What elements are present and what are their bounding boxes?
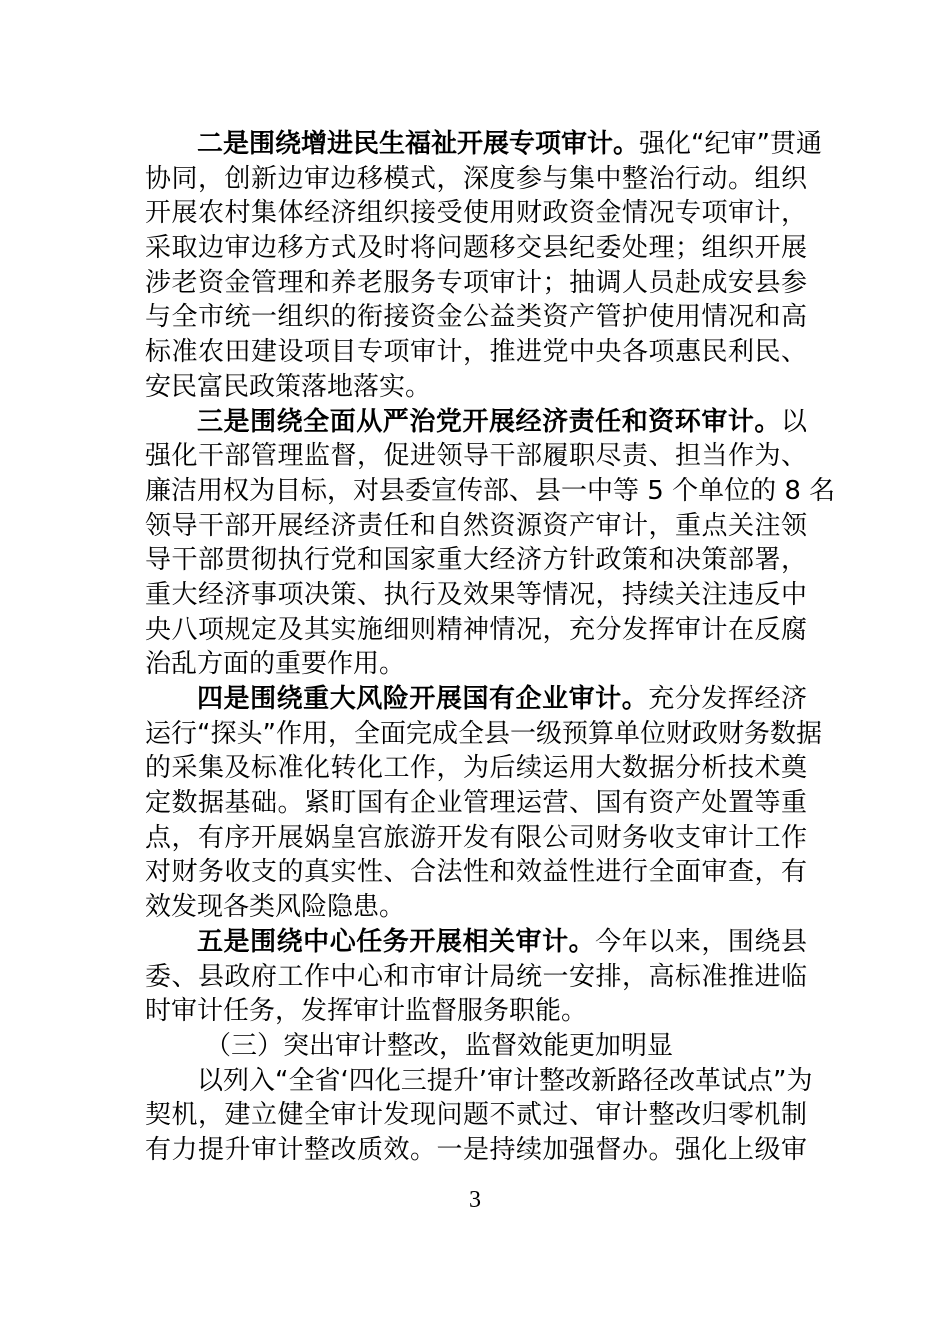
paragraph-line: 廉洁用权为目标，对县委宣传部、县一中等 5 个单位的 8 名 [145, 475, 836, 506]
paragraph-line: 导干部贯彻执行党和国家重大经济方针政策和决策部署， [145, 545, 807, 576]
paragraph-line: 以列入“全省‘四化三提升’审计整改新路径改革试点”为 [197, 1065, 813, 1096]
paragraph-line: 标准农田建设项目专项审计，推进党中央各项惠民利民、 [145, 337, 807, 368]
paragraph-line: 领导干部开展经济责任和自然资源资产审计，重点关注领 [145, 510, 807, 541]
paragraph-line: 开展农村集体经济组织接受使用财政资金情况专项审计， [145, 198, 807, 229]
paragraph-line: 点，有序开展娲皇宫旅游开发有限公司财务收支审计工作 [145, 822, 807, 853]
paragraph-line: 运行“探头”作用，全面完成全县一级预算单位财政财务数据 [145, 718, 822, 749]
paragraph-line: 定数据基础。紧盯国有企业管理运营、国有资产处置等重 [145, 788, 807, 819]
paragraph-line: 契机，建立健全审计发现问题不贰过、审计整改归零机制 [145, 1100, 807, 1131]
paragraph-line: 采取边审边移方式及时将问题移交县纪委处理；组织开展 [145, 233, 807, 264]
paragraph-line: 四是围绕重大风险开展国有企业审计。充分发挥经济 [197, 684, 807, 714]
paragraph-line: 强化干部管理监督，促进领导干部履职尽责、担当作为、 [145, 441, 807, 472]
paragraph-line: 二是围绕增进民生福祉开展专项审计。强化“纪审”贯通 [197, 129, 822, 159]
paragraph-line: 涉老资金管理和养老服务专项审计；抽调人员赴成安县参 [145, 267, 807, 298]
paragraph-line: 的采集及标准化转化工作，为后续运用大数据分析技术奠 [145, 753, 807, 784]
paragraph-line: 治乱方面的重要作用。 [145, 649, 406, 680]
paragraph-line: 安民富民政策落地落实。 [145, 371, 432, 402]
paragraph-line: 与全市统一组织的衔接资金公益类资产管护使用情况和高 [145, 302, 807, 333]
paragraph-lead: 二是围绕增进民生福祉开展专项审计。 [197, 129, 640, 159]
paragraph-line: 重大经济事项决策、执行及效果等情况，持续关注违反中 [145, 579, 807, 610]
paragraph-line: 对财务收支的真实性、合法性和效益性进行全面审查，有 [145, 857, 807, 888]
paragraph-lead: 四是围绕重大风险开展国有企业审计。 [197, 684, 649, 714]
paragraph-lead: 五是围绕中心任务开展相关审计。 [197, 926, 596, 957]
paragraph-lead: 三是围绕全面从严治党开展经济责任和资环审计。 [197, 406, 781, 437]
paragraph-line: 五是围绕中心任务开展相关审计。今年以来，围绕县 [197, 926, 807, 957]
paragraph-line: 央八项规定及其实施细则精神情况，充分发挥审计在反腐 [145, 614, 807, 645]
paragraph-line: 委、县政府工作中心和市审计局统一安排，高标准推进临 [145, 961, 807, 992]
paragraph-line: 效发现各类风险隐患。 [145, 892, 406, 923]
paragraph-line: 有力提升审计整改质效。一是持续加强督办。强化上级审 [145, 1134, 807, 1165]
page-number: 3 [469, 1187, 481, 1213]
document-body [145, 127, 836, 1168]
paragraph-line: 时审计任务，发挥审计监督服务职能。 [145, 996, 588, 1027]
paragraph-line: 三是围绕全面从严治党开展经济责任和资环审计。以 [197, 406, 807, 437]
paragraph-line: 协同，创新边审边移模式，深度参与集中整治行动。组织 [145, 163, 807, 194]
section-heading: （三）突出审计整改，监督效能更加明显 [205, 1030, 674, 1061]
